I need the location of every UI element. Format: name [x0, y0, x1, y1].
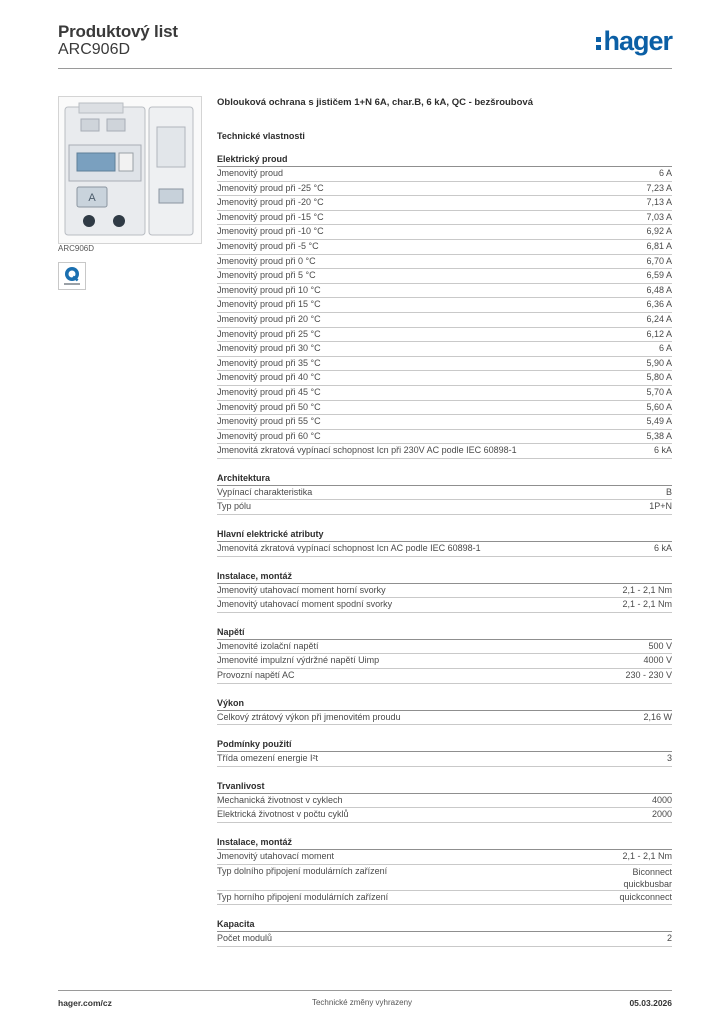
group-title: Kapacita [217, 918, 672, 932]
spec-value: 6,24 A [646, 313, 672, 324]
image-caption: ARC906D [58, 244, 95, 253]
spec-value: 6 A [658, 168, 672, 178]
spec-row [217, 225, 672, 240]
spec-groups [217, 153, 672, 947]
spec-value: 5,70 A [646, 386, 672, 397]
spec-row [217, 313, 672, 328]
spec-row [217, 357, 672, 372]
hager-logo [596, 26, 672, 56]
spec-value: 6 kA [653, 543, 672, 554]
footer-note: Technické změny vyhrazeny [311, 998, 413, 1007]
spec-row [217, 284, 672, 299]
spec-label: Elektrická životnost v počtu cyklů [217, 809, 349, 820]
spec-value: 6,70 A [646, 255, 672, 266]
circuit-breaker-icon [59, 97, 201, 243]
spec-row [217, 752, 672, 767]
footer-divider [58, 990, 672, 991]
spec-label: Jmenovitý proud při 0 °C [217, 255, 316, 266]
spec-label: Jmenovitý proud při -5 °C [217, 240, 319, 251]
spec-value: 2000 [651, 809, 672, 820]
spec-label: Jmenovitý proud při 40 °C [217, 372, 321, 383]
spec-row [217, 182, 672, 197]
spec-label: Typ pólu [217, 501, 252, 512]
spec-label: Jmenovité izolační napětí [217, 640, 319, 651]
spec-row [217, 430, 672, 445]
spec-value: 7,23 A [646, 182, 672, 193]
spec-label: Jmenovité impulzní výdržné napětí Uimp [217, 655, 380, 666]
spec-value: 5,38 A [646, 430, 672, 441]
spec-value: 6,12 A [646, 328, 672, 339]
spec-row [217, 850, 672, 865]
spec-value: quickconnect [619, 891, 672, 902]
spec-label: Jmenovitý proud při 20 °C [217, 313, 321, 324]
spec-label: Jmenovitý proud při 10 °C [217, 284, 321, 295]
spec-value: 6,59 A [646, 270, 672, 281]
spec-value: 3 [666, 753, 672, 764]
spec-row [217, 269, 672, 284]
spec-value: 5,80 A [646, 372, 672, 383]
spec-row [217, 808, 672, 823]
logo-dots-icon [596, 37, 601, 50]
spec-row [217, 542, 672, 557]
page-title: Produktový list [58, 22, 178, 41]
spec-row [217, 386, 672, 401]
spec-row [217, 415, 672, 430]
spec-label: Jmenovitá zkratová vypínací schopnost Icn při 230V AC podle IEC 60898-1 [217, 445, 517, 456]
spec-label: Jmenovitý utahovací moment spodní svorky [217, 599, 393, 610]
spec-value: 230 - 230 V [625, 670, 672, 681]
group-title: Napětí [217, 626, 672, 640]
spec-label: Typ dolního připojení modulárních zařízení [217, 865, 388, 876]
spec-row [217, 167, 672, 182]
group-title: Trvanlivost [217, 780, 672, 794]
spec-value: 6,81 A [646, 240, 672, 251]
spec-label: Jmenovitý proud při 5 °C [217, 270, 316, 281]
spec-label: Jmenovitý proud při 55 °C [217, 416, 321, 427]
spec-row [217, 654, 672, 669]
spec-content [217, 96, 672, 947]
spec-label: Jmenovitý proud při -15 °C [217, 211, 324, 222]
spec-label: Jmenovitý proud při 60 °C [217, 430, 321, 441]
spec-value: 6 A [658, 343, 672, 354]
spec-label: Jmenovitý proud při 30 °C [217, 343, 321, 354]
product-image [58, 96, 202, 244]
quality-q-icon [58, 262, 86, 290]
spec-row [217, 298, 672, 313]
spec-row [217, 865, 672, 891]
spec-label: Jmenovitý proud při 35 °C [217, 357, 321, 368]
group-title: Hlavní elektrické atributy [217, 528, 672, 542]
spec-row [217, 891, 672, 906]
spec-label: Celkový ztrátový výkon při jmenovitém proudu [217, 711, 401, 722]
spec-value: 5,60 A [646, 401, 672, 412]
spec-value: 7,13 A [646, 197, 672, 208]
spec-value: 2,1 - 2,1 Nm [622, 851, 672, 861]
group-title: Instalace, montáž [217, 836, 672, 850]
page-header [58, 20, 672, 68]
spec-row [217, 584, 672, 599]
spec-label: Třída omezení energie I²t [217, 753, 319, 764]
footer-website[interactable]: hager.com/cz [58, 998, 112, 1008]
spec-row [217, 640, 672, 655]
group-title: Architektura [217, 472, 672, 486]
spec-label: Jmenovitý proud při 25 °C [217, 328, 321, 339]
spec-label: Jmenovitý proud při -10 °C [217, 226, 324, 237]
spec-row [217, 401, 672, 416]
spec-row [217, 486, 672, 501]
spec-label: Jmenovitý proud při -20 °C [217, 197, 324, 208]
spec-row [217, 669, 672, 684]
spec-value: 500 V [648, 640, 672, 651]
spec-value: Biconnect quickbusbar [623, 866, 672, 889]
spec-value: 6,36 A [646, 299, 672, 310]
spec-label: Jmenovitý proud [217, 168, 284, 178]
spec-row [217, 794, 672, 809]
spec-row [217, 371, 672, 386]
spec-row [217, 328, 672, 343]
spec-label: Vypínací charakteristika [217, 486, 313, 497]
product-description: Oblouková ochrana s jističem 1+N 6A, char.B, 6 kA, QC - bezšroubová [217, 97, 533, 108]
spec-section-title: Technické vlastnosti [217, 131, 305, 141]
spec-value: 6 kA [653, 445, 672, 456]
spec-value: 2,16 W [643, 711, 672, 722]
spec-value: 5,90 A [646, 357, 672, 368]
spec-label: Jmenovitá zkratová vypínací schopnost Icn AC podle IEC 60898-1 [217, 543, 481, 554]
spec-value: 6,92 A [646, 226, 672, 237]
svg-text:A: A [88, 192, 96, 204]
spec-value: 7,03 A [646, 211, 672, 222]
spec-label: Jmenovitý proud při 50 °C [217, 401, 321, 412]
spec-value: 2,1 - 2,1 Nm [622, 584, 672, 595]
spec-label: Jmenovitý proud při 15 °C [217, 299, 321, 310]
logo-text: hager [603, 25, 672, 56]
spec-row [217, 500, 672, 515]
spec-row [217, 444, 672, 459]
spec-label: Mechanická životnost v cyklech [217, 794, 343, 805]
spec-row [217, 932, 672, 947]
group-title: Elektrický proud [217, 153, 672, 167]
spec-value: 1P+N [649, 501, 672, 512]
spec-row [217, 342, 672, 357]
spec-label: Jmenovitý proud při 45 °C [217, 386, 321, 397]
spec-value: 4000 [651, 794, 672, 805]
group-title: Instalace, montáž [217, 570, 672, 584]
spec-row [217, 211, 672, 226]
spec-row [217, 598, 672, 613]
group-title: Podmínky použití [217, 738, 672, 752]
product-code: ARC906D [58, 41, 131, 58]
header-divider [58, 68, 672, 69]
spec-row [217, 711, 672, 726]
spec-value: 2 [666, 933, 672, 944]
spec-value: 5,49 A [646, 416, 672, 427]
spec-row [217, 240, 672, 255]
spec-label: Jmenovitý utahovací moment horní svorky [217, 584, 386, 595]
spec-label: Počet modulů [217, 933, 273, 944]
spec-value: B [665, 486, 672, 497]
spec-label: Provozní napětí AC [217, 670, 295, 681]
footer-date: 05.03.2026 [629, 998, 672, 1008]
spec-label: Jmenovitý utahovací moment [217, 851, 335, 861]
spec-label: Jmenovitý proud při -25 °C [217, 182, 324, 193]
spec-value: 6,48 A [646, 284, 672, 295]
spec-value: 2,1 - 2,1 Nm [622, 599, 672, 610]
spec-row [217, 255, 672, 270]
spec-value: 4000 V [643, 655, 672, 666]
group-title: Výkon [217, 697, 672, 711]
spec-label: Typ horního připojení modulárních zařízení [217, 891, 389, 902]
spec-row [217, 196, 672, 211]
